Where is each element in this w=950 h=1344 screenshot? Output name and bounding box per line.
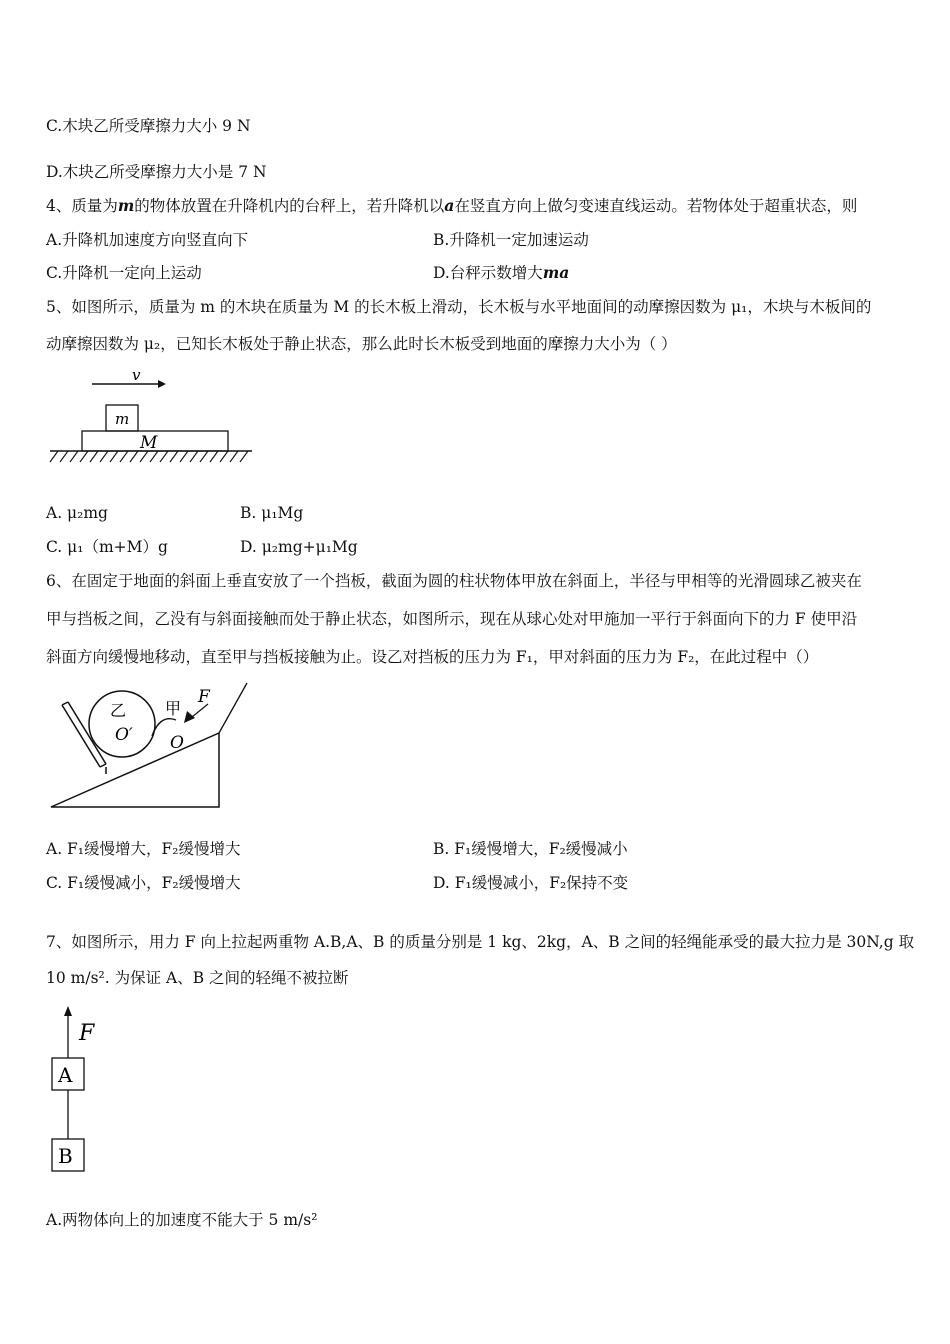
q7-option-a: A.两物体向上的加速度不能大于 5 m/s² — [46, 1211, 318, 1229]
q5-option-b: B. μ₁Mg — [240, 504, 304, 522]
q5-stem-line1: 5、如图所示，质量为 m 的木块在质量为 M 的长木板上滑动，长木板与水平地面间的动摩擦因数为 μ₁，木块与木板间的 — [46, 298, 872, 316]
q6-incline-figure — [48, 678, 253, 813]
q3-option-d: D.木块乙所受摩擦力大小是 7 N — [46, 163, 267, 181]
label-O-prime: O′ — [115, 725, 133, 745]
q6-stem-line3: 斜面方向缓慢地移动，直至甲与挡板接触为止。设乙对挡板的压力为 F₁，甲对斜面的压力为 F₂，在此过程中（） — [46, 648, 819, 666]
q6-option-c: C. F₁缓慢减小，F₂缓慢增大 — [46, 874, 241, 892]
q5-stem-line2: 动摩擦因数为 μ₂，已知长木板处于静止状态，那么此时长木板受到地面的摩擦力大小为（ ） — [46, 335, 677, 353]
baffle-plate — [62, 705, 100, 767]
q7-stem-line1: 7、如图所示，用力 F 向上拉起两重物 A.B,A、B 的质量分别是 1 kg、2kg，A、B 之间的轻绳能承受的最大拉力是 30N,g 取 — [46, 933, 915, 951]
velocity-label: v — [132, 366, 141, 384]
q6-option-b: B. F₁缓慢增大，F₂缓慢减小 — [433, 840, 628, 858]
q5-block-on-board-figure — [48, 365, 258, 470]
q4-option-a: A.升降机加速度方向竖直向下 — [46, 231, 249, 249]
q4-option-c: C.升降机一定向上运动 — [46, 264, 202, 282]
block-m-label: m — [115, 410, 130, 428]
label-jia: 甲 — [165, 699, 182, 718]
q6-option-a: A. F₁缓慢增大，F₂缓慢增大 — [46, 840, 241, 858]
force-line — [219, 683, 247, 733]
incline — [51, 733, 219, 807]
q6-option-d: D. F₁缓慢减小，F₂保持不变 — [433, 874, 629, 892]
label-yi: 乙 — [110, 701, 127, 720]
q6-stem-line1: 6、在固定于地面的斜面上垂直安放了一个挡板，截面为圆的柱状物体甲放在斜面上，半径与甲相等的光滑圆球乙被夹在 — [46, 572, 862, 590]
label-F: F — [198, 687, 210, 707]
label-A: A — [58, 1063, 73, 1087]
q7-stem-line2: 10 m/s². 为保证 A、B 之间的轻绳不被拉断 — [46, 969, 349, 987]
board-M-label: M — [140, 433, 158, 453]
q4-option-b: B.升降机一定加速运动 — [433, 231, 589, 249]
q7-pulled-blocks-figure — [48, 1000, 118, 1180]
label-B: B — [58, 1144, 73, 1168]
q5-option-c: C. μ₁（m+M）g — [46, 538, 168, 556]
q4-stem: 4、质量为m的物体放置在升降机内的台秤上，若升降机以a在竖直方向上做匀变速直线运动。若物体处于超重状态，则 — [46, 196, 858, 215]
label-O: O — [170, 733, 184, 753]
q3-option-c: C.木块乙所受摩擦力大小 9 N — [46, 117, 251, 135]
force-arrow-head — [64, 1006, 72, 1016]
q4-option-d: D.台秤示数增大ma — [433, 263, 570, 282]
q5-option-a: A. μ₂mg — [46, 504, 108, 522]
label-F: F — [79, 1021, 95, 1046]
q5-option-d: D. μ₂mg+μ₁Mg — [240, 538, 358, 556]
q6-stem-line2: 甲与挡板之间，乙没有与斜面接触而处于静止状态，如图所示，现在从球心处对甲施加一平行于斜面向下的力 F 使甲沿 — [46, 610, 858, 628]
